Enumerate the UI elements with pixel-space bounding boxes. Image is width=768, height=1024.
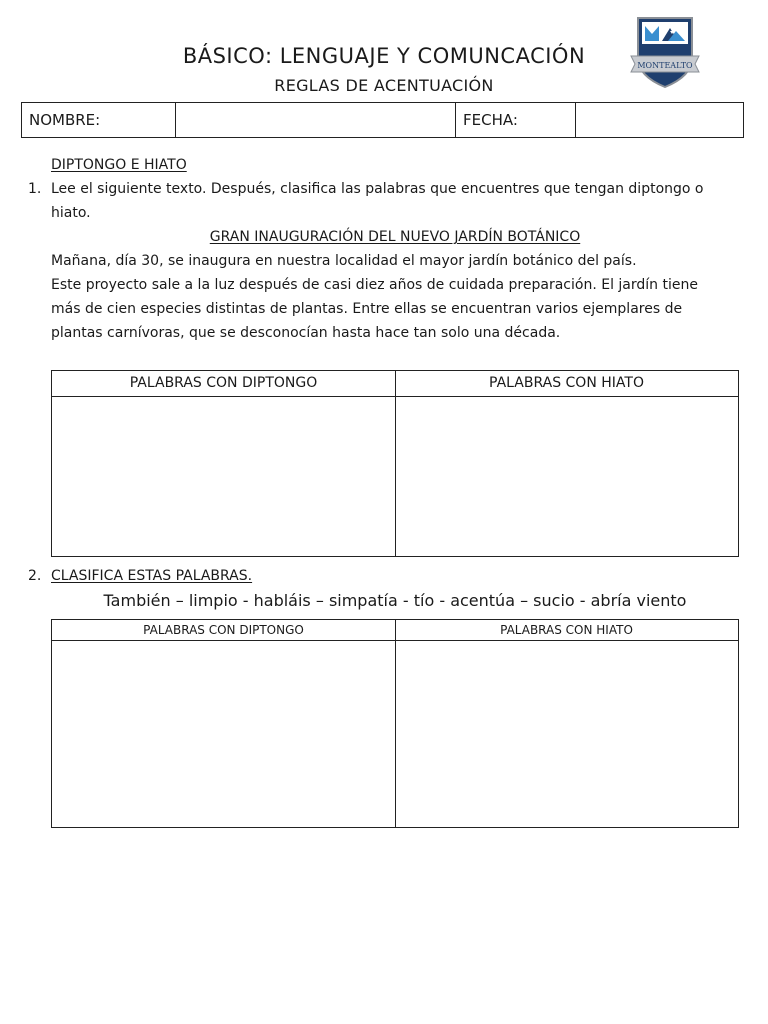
hiato-column-header: PALABRAS CON HIATO [489,375,644,391]
column-divider [395,620,396,827]
reading-line: Mañana, día 30, se inaugura en nuestra localidad el mayor jardín botánico del país. [51,253,637,269]
classification-table-1 [51,370,739,557]
section1-instruction-line1: Lee el siguiente texto. Después, clasifica las palabras que encuentres que tengan diptongo o [51,181,704,197]
diptongo-column-header: PALABRAS CON DIPTONGO [129,375,318,391]
reading-line: Este proyecto sale a la luz después de casi diez años de cuidada preparación. El jardín tiene [51,277,698,293]
reading-line: más de cien especies distintas de plantas. Entre ellas se encuentran varios ejemplares de [51,301,683,317]
section1-heading: DIPTONGO E HIATO [51,157,187,173]
section1-number: 1. [28,181,42,197]
reading-title: GRAN INAUGURACIÓN DEL NUEVO JARDÍN BOTÁNICO [209,229,581,245]
name-field[interactable] [176,103,455,137]
student-info-table [21,102,744,138]
date-label: FECHA: [463,111,518,129]
section2-heading: CLASIFICA ESTAS PALABRAS. [51,568,253,584]
classification-table-2 [51,619,739,828]
section2-number: 2. [28,568,42,584]
logo-text: MONTEALTO [637,61,693,70]
diptongo-column-header: PALABRAS CON DIPTONGO [143,623,304,637]
page-title: BÁSICO: LENGUAJE Y COMUNCACIÓN [182,44,586,68]
date-field[interactable] [576,103,743,137]
word-list: También – limpio - habláis – simpatía - tío - acentúa – sucio - abría viento [103,591,687,610]
school-crest-icon [628,14,702,90]
page-subtitle: REGLAS DE ACENTUACIÓN [274,76,494,95]
name-label: NOMBRE: [29,111,101,129]
reading-line: plantas carnívoras, que se desconocían hasta hace tan solo una década. [51,325,561,341]
column-divider [395,371,396,556]
hiato-column-header: PALABRAS CON HIATO [500,623,633,637]
section1-instruction-line2: hiato. [51,205,91,221]
